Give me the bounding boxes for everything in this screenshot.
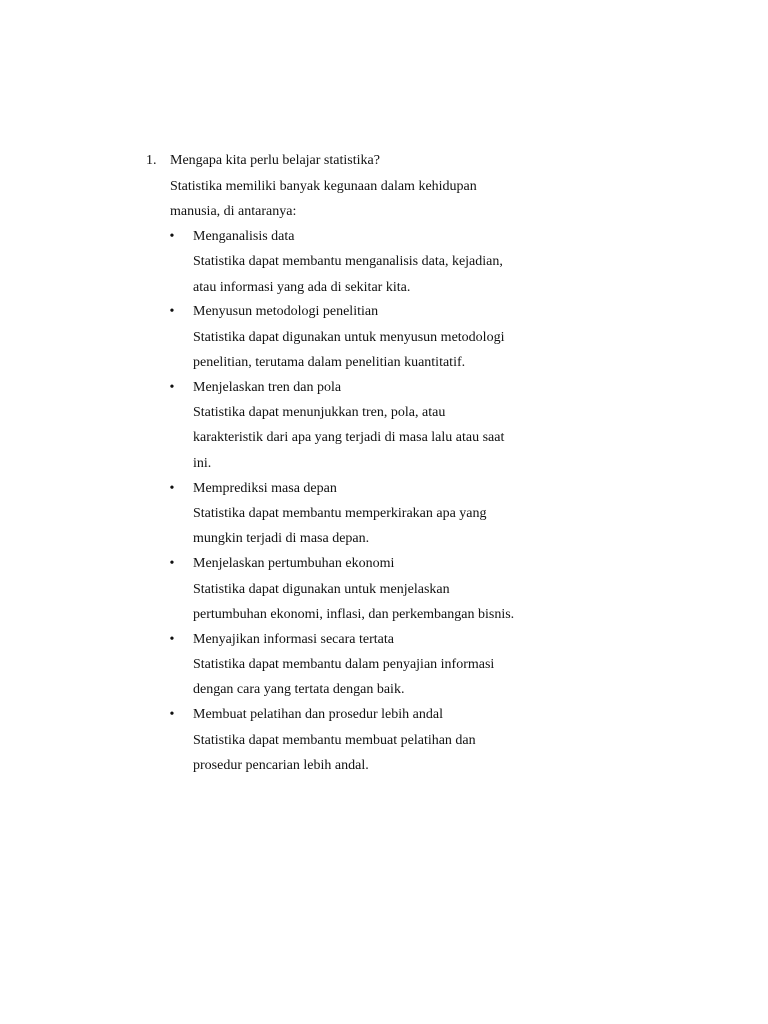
item-heading: Menyajikan informasi secara tertata [193,632,394,647]
intro-line: manusia, di antaranya: [170,204,297,219]
question-number: 1. [146,153,157,168]
item-description: penelitian, terutama dalam penelitian kuantitatif. [193,355,466,370]
item-description: Statistika dapat digunakan untuk menjelaskan [193,582,450,597]
item-description: Statistika dapat membantu memperkirakan apa yang [193,506,487,521]
item-heading: Menyusun metodologi penelitian [193,304,379,319]
item-description: prosedur pencarian lebih andal. [193,758,369,773]
bullet-icon: • [169,632,175,647]
item-description: Statistika dapat membantu dalam penyajian informasi [193,657,495,672]
bullet-icon: • [169,481,175,496]
intro-line: Statistika memiliki banyak kegunaan dalam kehidupan [170,179,477,194]
item-description: Statistika dapat membantu membuat pelatihan dan [193,733,476,748]
item-description: ini. [193,456,212,471]
item-description: Statistika dapat digunakan untuk menyusun metodologi [193,330,505,345]
item-heading: Menganalisis data [193,229,295,244]
item-description: karakteristik dari apa yang terjadi di masa lalu atau saat [193,430,505,445]
item-heading: Memprediksi masa depan [193,481,337,496]
item-description: Statistika dapat menunjukkan tren, pola, atau [193,405,446,420]
bullet-icon: • [169,229,175,244]
item-heading: Membuat pelatihan dan prosedur lebih andal [193,707,443,722]
item-description: atau informasi yang ada di sekitar kita. [193,280,411,295]
bullet-icon: • [169,304,175,319]
item-description: dengan cara yang tertata dengan baik. [193,682,405,697]
bullet-icon: • [169,380,175,395]
question-title: Mengapa kita perlu belajar statistika? [170,153,380,168]
bullet-icon: • [169,556,175,571]
item-description: mungkin terjadi di masa depan. [193,531,370,546]
item-description: Statistika dapat membantu menganalisis data, kejadian, [193,254,503,269]
bullet-icon: • [169,707,175,722]
item-heading: Menjelaskan tren dan pola [193,380,342,395]
item-heading: Menjelaskan pertumbuhan ekonomi [193,556,395,571]
item-description: pertumbuhan ekonomi, inflasi, dan perkembangan bisnis. [193,607,515,622]
